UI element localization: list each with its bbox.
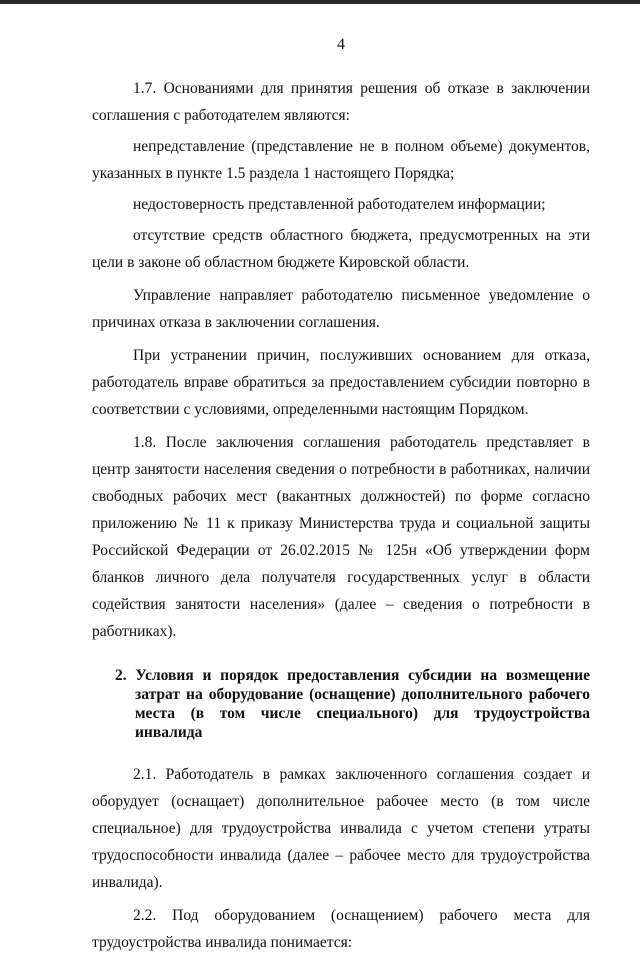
- paragraph-1-8: 1.8. После заключения соглашения работодатель представляет в центр занятости населения сведения о потребности в работниках, наличии свободных рабочих мест (вакантных должностей) по форме согласно приложению № 11 к приказу Министерства труда и социальной защиты Российской Федерации от 26.02.2015 № 125н «Об утверждении форм бланков личного дела получателя государственных услуг в области содействия занятости населения» (далее – сведения о потребности в работниках).: [92, 434, 590, 640]
- section-2-heading: 2. Условия и порядок предоставления субсидии на возмещение затрат на оборудование (оснащение) дополнительного рабочего места (в том числе специального) для трудоустройства инвалида: [115, 667, 590, 741]
- paragraph-1-7: 1.7. Основаниями для принятия решения об отказе в заключении соглашения с работодателем являются:: [92, 80, 590, 124]
- paragraph-reason-1: непредставление (представление не в полном объеме) документов, указанных в пункте 1.5 раздела 1 настоящего Порядка;: [92, 138, 590, 182]
- paragraph-2-1: 2.1. Работодатель в рамках заключенного соглашения создает и оборудует (оснащает) дополнительное рабочее место (в том числе специальное) для трудоустройства инвалида с учетом степени утраты трудоспособности инвалида (далее – рабочее место для трудоустройства инвалида).: [92, 766, 590, 891]
- paragraph-notice: Управление направляет работодателю письменное уведомление о причинах отказа в заключении соглашения.: [92, 287, 590, 331]
- document-body: [92, 75, 590, 956]
- document-page: [92, 0, 590, 951]
- paragraph-reason-3: отсутствие средств областного бюджета, предусмотренных на эти цели в законе об областном бюджете Кировской области.: [92, 227, 590, 271]
- paragraph-2-2: 2.2. Под оборудованием (оснащением) рабочего места для трудоустройства инвалида понимается:: [92, 907, 590, 951]
- paragraph-resubmit: При устранении причин, послуживших основанием для отказа, работодатель вправе обратиться за предоставлением субсидии повторно в соответствии с условиями, определенными настоящим Порядком.: [92, 347, 590, 418]
- paragraph-reason-2: недостоверность представленной работодателем информации;: [133, 196, 546, 213]
- page-number: 4: [337, 36, 345, 53]
